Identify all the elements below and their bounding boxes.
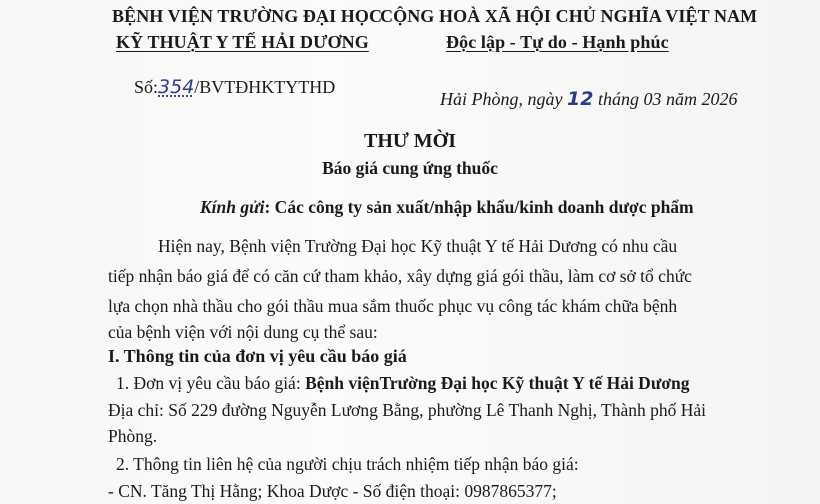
- date-prefix: Hải Phòng, ngày: [440, 89, 563, 109]
- item-1-value: Bệnh việnTrường Đại học Kỹ thuật Y tế Hải Dương: [305, 373, 690, 393]
- item-1-label: 1. Đơn vị yêu cầu báo giá:: [116, 373, 306, 393]
- item-1: [116, 373, 690, 394]
- org-name-line1: BỆNH VIỆN TRƯỜNG ĐẠI HỌC: [112, 6, 383, 26]
- item-2: 2. Thông tin liên hệ của người chịu trách nhiệm tiếp nhận báo giá:: [116, 454, 579, 474]
- date-suffix: tháng 03 năm 2026: [597, 89, 738, 109]
- nation-name: CỘNG HOÀ XÃ HỘI CHỦ NGHĨA VIỆT NAM: [380, 6, 758, 26]
- nation-motto: Độc lập - Tự do - Hạnh phúc: [446, 32, 669, 52]
- doc-number-handwritten: 354: [158, 76, 195, 98]
- contact-line: - CN. Tăng Thị Hằng; Khoa Dược - Số điện thoại: 0987865377;: [108, 481, 557, 501]
- address-line-2: Phòng.: [108, 426, 158, 446]
- recipient-line: [200, 197, 694, 218]
- intro-line-1: Hiện nay, Bệnh viện Trường Đại học Kỹ thuật Y tế Hải Dương có nhu cầu: [158, 236, 678, 256]
- doc-number-suffix: /BVTĐHKTYTHD: [194, 77, 336, 97]
- intro-line-3: lựa chọn nhà thầu cho gói thầu mua sắm thuốc phục vụ công tác khám chữa bệnh: [108, 296, 678, 316]
- intro-line-4: của bệnh viện với nội dung cụ thể sau:: [108, 322, 378, 342]
- recipient-label: Kính gửi: [200, 197, 265, 217]
- document-number: [134, 76, 335, 98]
- org-name-line2: KỸ THUẬT Y TẾ HẢI DƯƠNG: [116, 32, 369, 52]
- intro-line-2: tiếp nhận báo giá để có căn cứ tham khảo, xây dựng giá gói thầu, làm cơ sở tổ chức: [108, 266, 692, 286]
- recipient-text: : Các công ty sản xuất/nhập khẩu/kinh doanh dược phẩm: [264, 197, 694, 217]
- date-day-handwritten: 12: [566, 88, 594, 110]
- document-date: [440, 88, 737, 110]
- document-subtitle: Báo giá cung ứng thuốc: [322, 158, 498, 178]
- doc-number-prefix: Số:: [134, 77, 159, 97]
- document-title: THƯ MỜI: [363, 130, 457, 152]
- section-1-heading: I. Thông tin của đơn vị yêu cầu báo giá: [108, 346, 407, 366]
- address-line-1: Địa chỉ: Số 229 đường Nguyễn Lương Bằng, phường Lê Thanh Nghị, Thành phố Hải: [108, 400, 706, 420]
